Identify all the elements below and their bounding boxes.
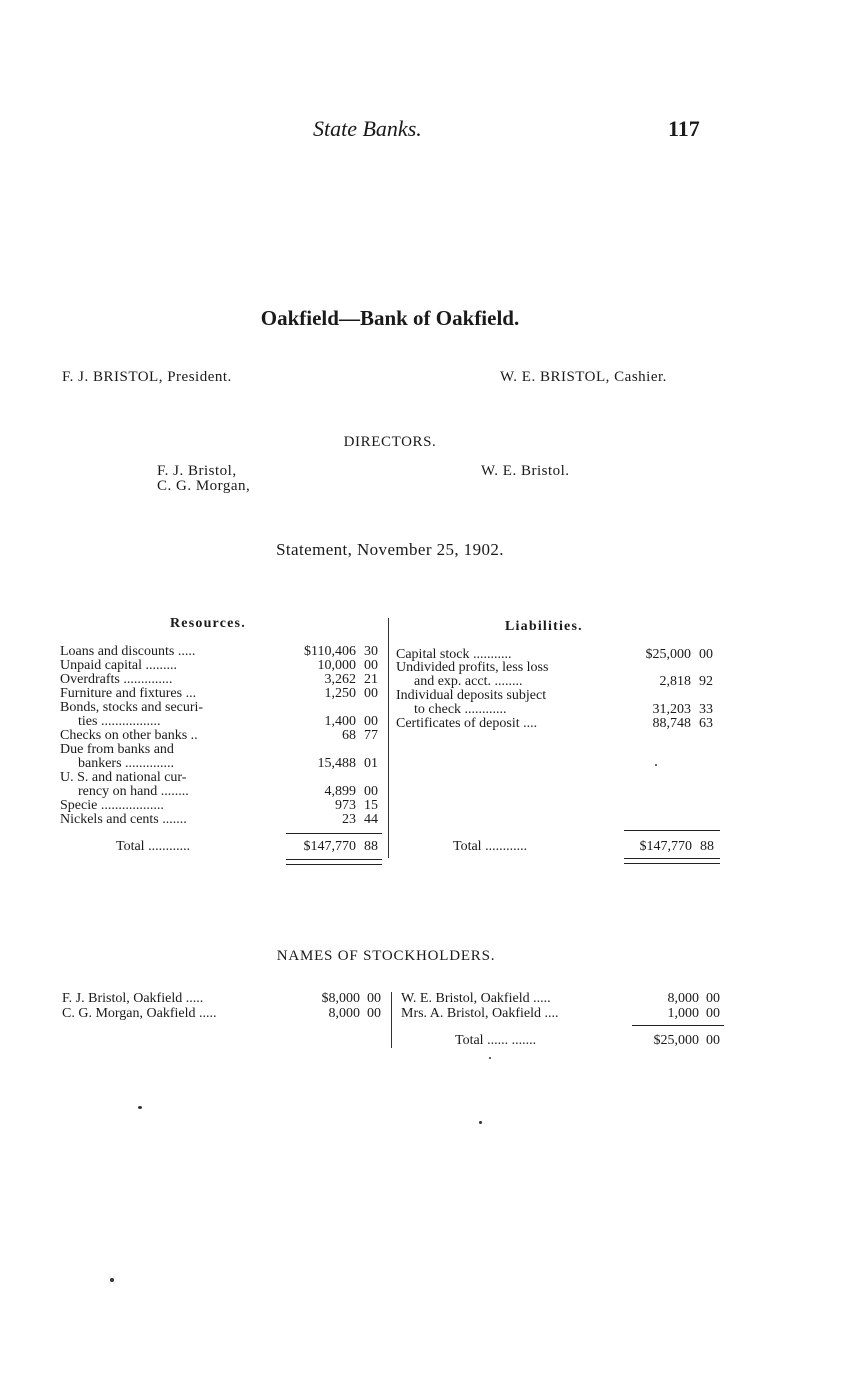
resource-row bbox=[60, 645, 390, 659]
entry-label: ties ................. bbox=[78, 715, 161, 729]
stockholder-name: Mrs. A. Bristol, Oakfield .... bbox=[401, 1007, 559, 1021]
resources-double-rule bbox=[286, 859, 382, 865]
entry-cents: 63 bbox=[699, 716, 713, 731]
entry-cents: 21 bbox=[364, 672, 378, 687]
entry-dollars: 23 bbox=[342, 812, 356, 827]
entry-label: rency on hand ........ bbox=[78, 785, 189, 799]
liability-row bbox=[396, 648, 726, 662]
entry-dollars: 1,400 bbox=[324, 714, 356, 729]
bank-title: Oakfield—Bank of Oakfield. bbox=[260, 306, 520, 330]
stockholder-cents: 00 bbox=[367, 1006, 381, 1021]
resource-row bbox=[60, 659, 390, 673]
entry-label: Bonds, stocks and securi- bbox=[60, 701, 204, 715]
stockholder-row bbox=[62, 992, 392, 1006]
entry-label: to check ............ bbox=[414, 703, 507, 717]
print-speck bbox=[138, 1106, 142, 1109]
president: F. J. BRISTOL, President. bbox=[62, 369, 232, 385]
total-dollars: $147,770 bbox=[639, 839, 692, 854]
entry-label: bankers .............. bbox=[78, 757, 175, 771]
resources-sum-rule bbox=[286, 833, 382, 834]
resources-total-row bbox=[116, 840, 388, 854]
entry-label: Capital stock ........... bbox=[396, 648, 512, 662]
total-label: Total ...... ....... bbox=[455, 1034, 537, 1048]
entry-label: Certificates of deposit .... bbox=[396, 717, 538, 731]
print-speck bbox=[655, 764, 657, 766]
entry-label: Individual deposits subject bbox=[396, 689, 547, 703]
stockholder-cents: 00 bbox=[706, 1006, 720, 1021]
statement-title: Statement, November 25, 1902. bbox=[276, 540, 504, 559]
director-name: F. J. Bristol, bbox=[157, 463, 237, 479]
stockholder-row bbox=[401, 992, 731, 1006]
stockholders-sum-rule bbox=[632, 1025, 724, 1026]
entry-dollars: 88,748 bbox=[652, 716, 691, 731]
resources-heading: Resources. bbox=[170, 616, 246, 631]
stockholder-cents: 00 bbox=[706, 991, 720, 1006]
entry-cents: 77 bbox=[364, 728, 378, 743]
entry-label: Unpaid capital ......... bbox=[60, 659, 178, 673]
stockholder-row bbox=[62, 1007, 392, 1021]
print-speck bbox=[110, 1278, 114, 1282]
entry-label: Checks on other banks .. bbox=[60, 729, 198, 743]
total-label: Total ............ bbox=[116, 840, 191, 854]
page-number: 117 bbox=[668, 116, 700, 141]
liability-row bbox=[396, 717, 726, 731]
total-cents: 88 bbox=[700, 839, 714, 854]
entry-cents: 00 bbox=[364, 784, 378, 799]
resource-row bbox=[60, 771, 390, 785]
liability-row bbox=[396, 661, 726, 675]
entry-dollars: 4,899 bbox=[324, 784, 356, 799]
entry-dollars: $110,406 bbox=[304, 644, 356, 659]
entry-dollars: $25,000 bbox=[645, 647, 691, 662]
entry-cents: 92 bbox=[699, 674, 713, 689]
stockholders-total-row bbox=[455, 1034, 731, 1048]
liabilities-double-rule bbox=[624, 858, 720, 864]
liability-row bbox=[396, 703, 726, 717]
entry-dollars: 3,262 bbox=[324, 672, 356, 687]
stockholder-dollars: 8,000 bbox=[667, 991, 699, 1006]
resource-row bbox=[60, 687, 390, 701]
entry-cents: 44 bbox=[364, 812, 378, 827]
entry-label: and exp. acct. ........ bbox=[414, 675, 523, 689]
entry-cents: 00 bbox=[364, 658, 378, 673]
entry-label: Loans and discounts ..... bbox=[60, 645, 196, 659]
liabilities-sum-rule bbox=[624, 830, 720, 831]
stockholders-heading: NAMES OF STOCKHOLDERS. bbox=[276, 948, 496, 964]
entry-cents: 00 bbox=[699, 647, 713, 662]
entry-label: U. S. and national cur- bbox=[60, 771, 187, 785]
liability-row bbox=[396, 689, 726, 703]
resource-row bbox=[60, 673, 390, 687]
entry-dollars: 973 bbox=[335, 798, 356, 813]
resource-row bbox=[60, 813, 390, 827]
total-cents: 88 bbox=[364, 839, 378, 854]
total-label: Total ............ bbox=[453, 840, 528, 854]
liabilities-total-row bbox=[453, 840, 725, 854]
entry-dollars: 15,488 bbox=[317, 756, 356, 771]
entry-cents: 33 bbox=[699, 702, 713, 717]
liability-row bbox=[396, 675, 726, 689]
entry-label: Undivided profits, less loss bbox=[396, 661, 549, 675]
cashier: W. E. BRISTOL, Cashier. bbox=[500, 369, 667, 385]
entry-cents: 01 bbox=[364, 756, 378, 771]
resource-row bbox=[60, 729, 390, 743]
entry-cents: 00 bbox=[364, 714, 378, 729]
entry-cents: 30 bbox=[364, 644, 378, 659]
entry-dollars: 2,818 bbox=[659, 674, 691, 689]
resource-row bbox=[60, 799, 390, 813]
total-dollars: $147,770 bbox=[303, 839, 356, 854]
entry-dollars: 1,250 bbox=[324, 686, 356, 701]
total-cents: 00 bbox=[706, 1033, 720, 1048]
entry-label: Nickels and cents ....... bbox=[60, 813, 187, 827]
entry-label: Due from banks and bbox=[60, 743, 174, 757]
resource-row bbox=[60, 715, 390, 729]
stockholder-row bbox=[401, 1007, 731, 1021]
resource-row bbox=[60, 785, 390, 799]
stockholder-dollars: 1,000 bbox=[667, 1006, 699, 1021]
entry-label: Furniture and fixtures ... bbox=[60, 687, 197, 701]
resource-row bbox=[60, 757, 390, 771]
print-speck bbox=[489, 1057, 491, 1059]
liabilities-heading: Liabilities. bbox=[505, 619, 583, 634]
total-dollars: $25,000 bbox=[653, 1033, 699, 1048]
print-speck bbox=[479, 1121, 482, 1124]
director-name: W. E. Bristol. bbox=[481, 463, 570, 479]
running-title: State Banks. bbox=[313, 116, 422, 141]
stockholder-cents: 00 bbox=[367, 991, 381, 1006]
entry-dollars: 31,203 bbox=[652, 702, 691, 717]
director-name: C. G. Morgan, bbox=[157, 478, 251, 494]
resource-row bbox=[60, 743, 390, 757]
entry-label: Specie .................. bbox=[60, 799, 164, 813]
directors-heading: DIRECTORS. bbox=[343, 434, 437, 450]
entry-label: Overdrafts .............. bbox=[60, 673, 173, 687]
stockholder-name: W. E. Bristol, Oakfield ..... bbox=[401, 992, 551, 1006]
entry-dollars: 68 bbox=[342, 728, 356, 743]
stockholder-dollars: 8,000 bbox=[328, 1006, 360, 1021]
entry-cents: 00 bbox=[364, 686, 378, 701]
entry-cents: 15 bbox=[364, 798, 378, 813]
stockholder-dollars: $8,000 bbox=[321, 991, 360, 1006]
resource-row bbox=[60, 701, 390, 715]
entry-dollars: 10,000 bbox=[317, 658, 356, 673]
stockholder-name: C. G. Morgan, Oakfield ..... bbox=[62, 1007, 217, 1021]
stockholder-name: F. J. Bristol, Oakfield ..... bbox=[62, 992, 204, 1006]
